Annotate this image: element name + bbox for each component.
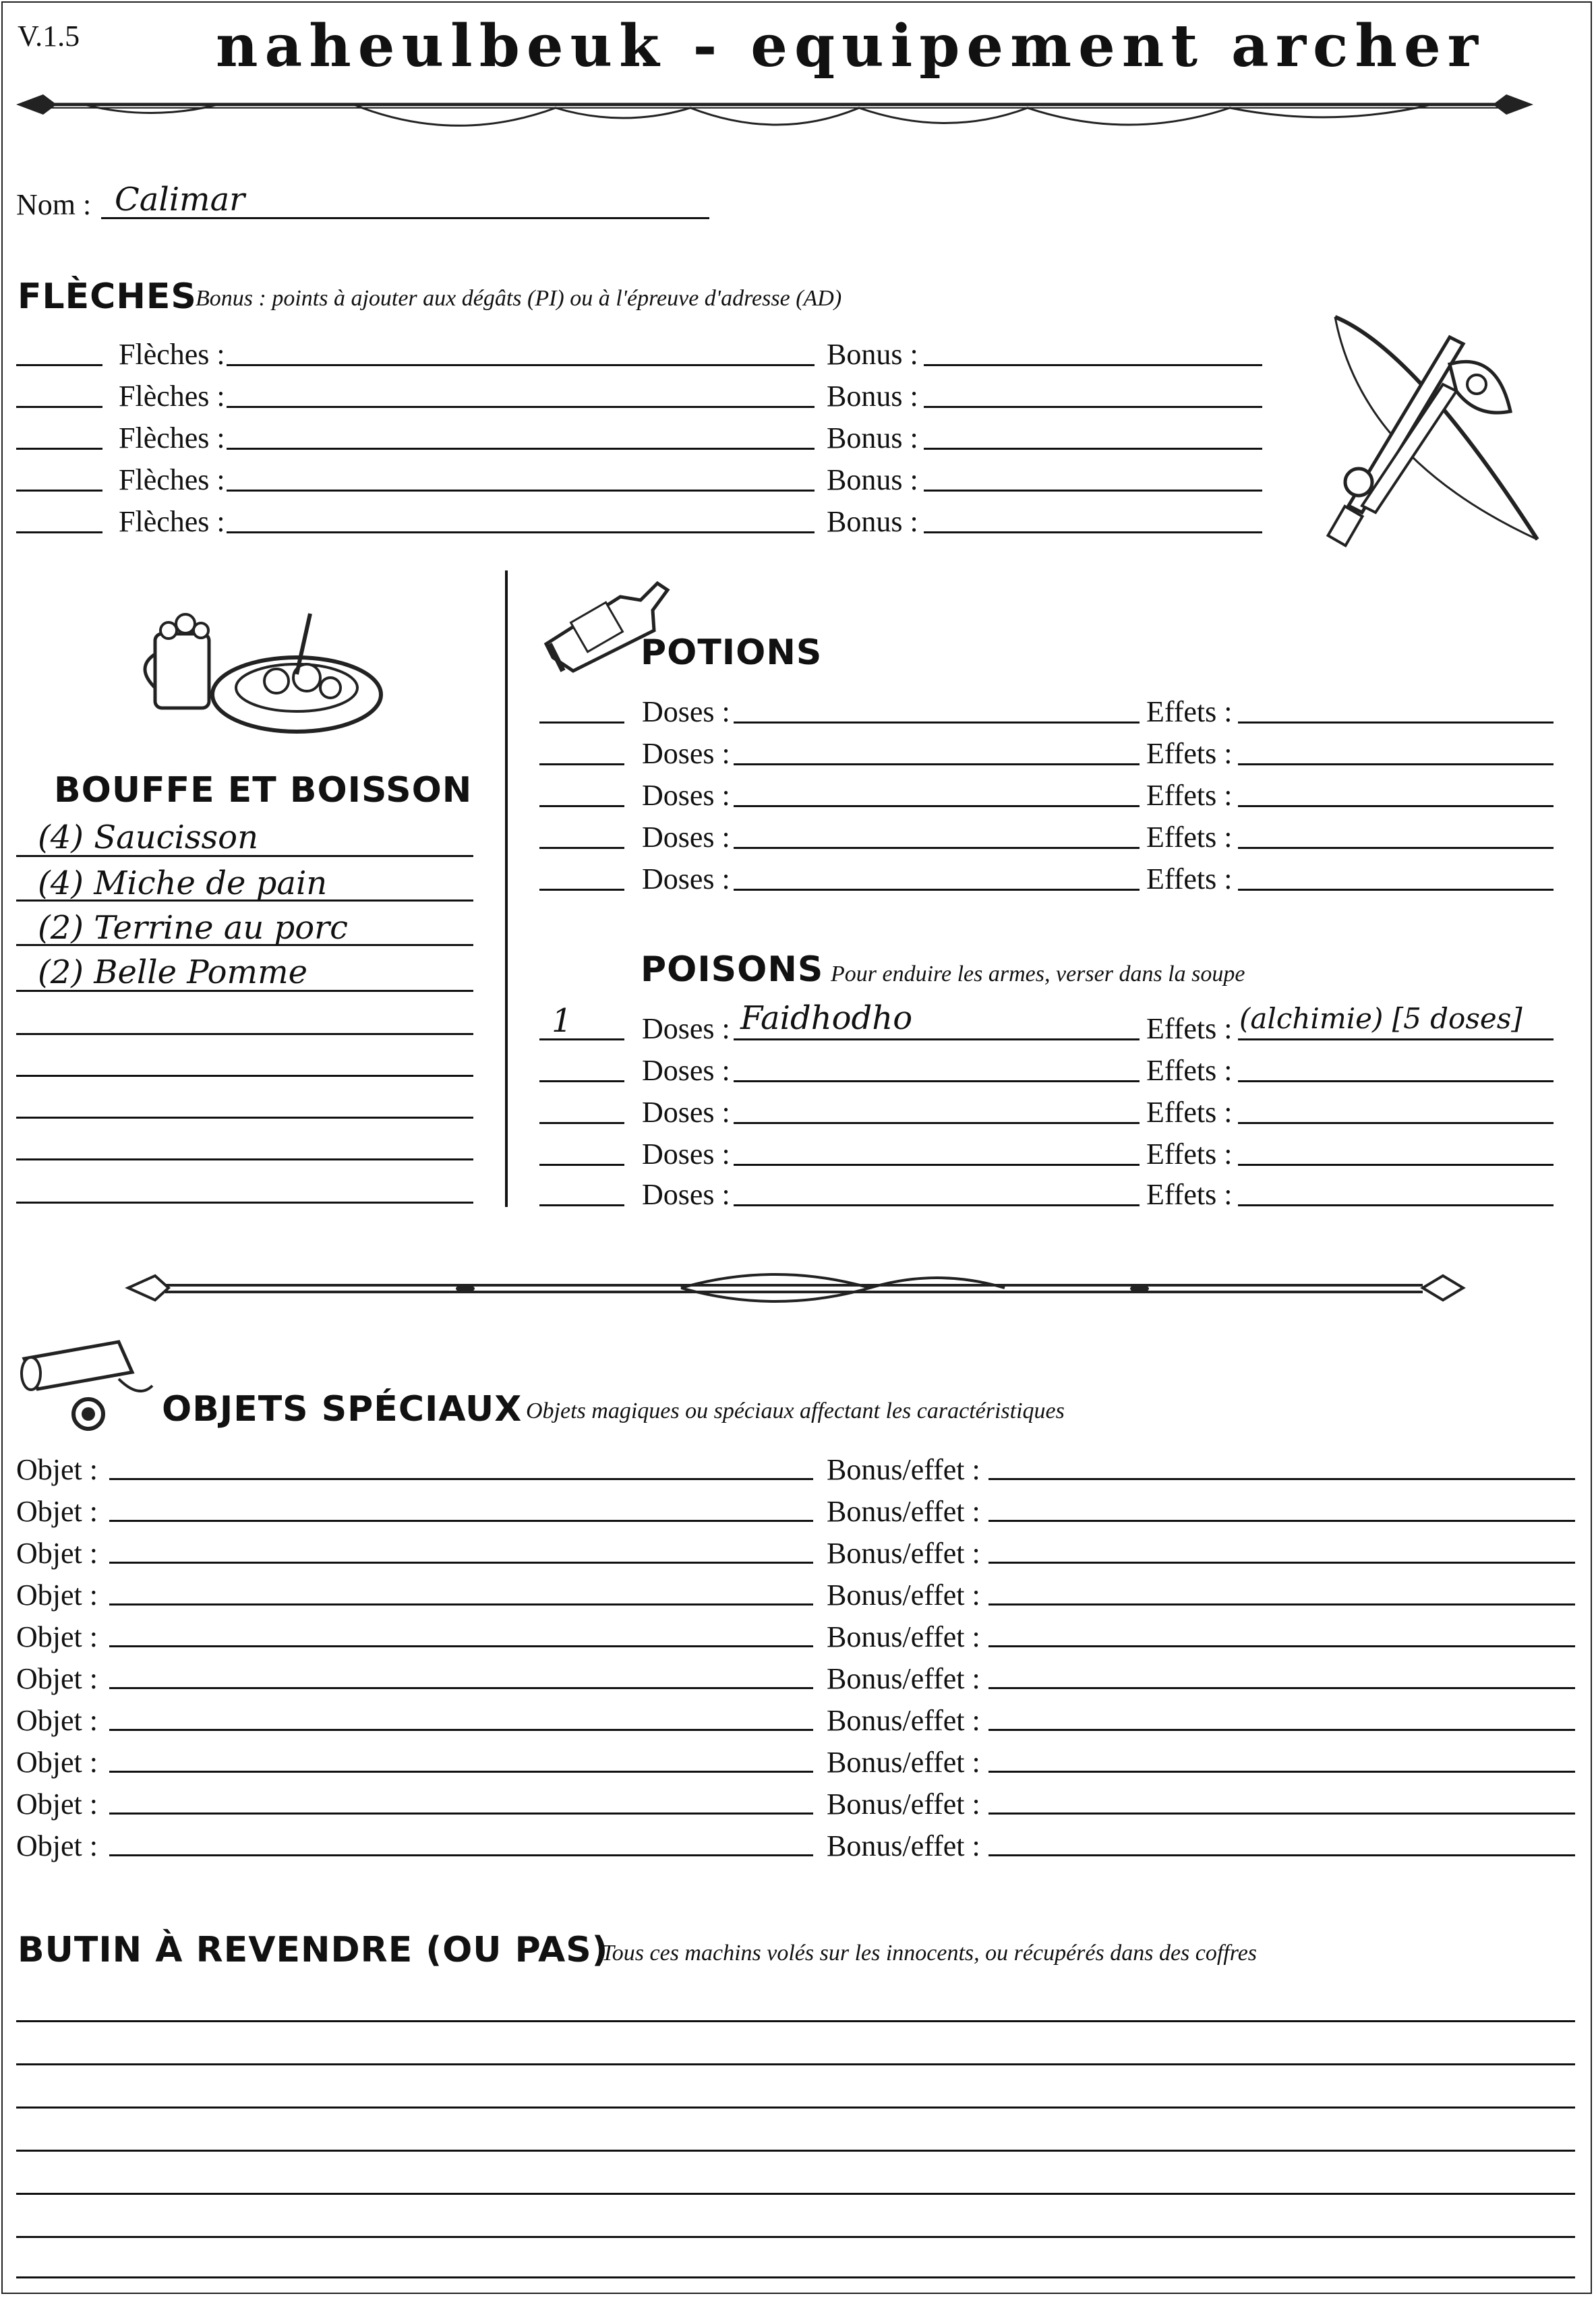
poison-qty-line[interactable] bbox=[539, 1122, 624, 1124]
bouffe-heading: BOUFFE ET BOISSON bbox=[54, 770, 473, 811]
poison-effets-line[interactable] bbox=[1238, 1122, 1554, 1124]
potion-qty-line[interactable] bbox=[539, 721, 624, 724]
poison-qty[interactable]: 1 bbox=[552, 1002, 572, 1040]
fleches-qty-line[interactable] bbox=[16, 531, 102, 533]
objet-bonus-label: Bonus/effet : bbox=[827, 1537, 980, 1570]
butin-line[interactable] bbox=[16, 2106, 1575, 2109]
arrow-divider-icon bbox=[16, 88, 1533, 148]
potion-effets-label: Effets : bbox=[1146, 862, 1233, 895]
bouffe-item[interactable]: (4) Miche de pain bbox=[38, 864, 328, 902]
objet-line[interactable] bbox=[109, 1603, 813, 1605]
poison-qty-line[interactable] bbox=[539, 1164, 624, 1166]
poison-doses-label: Doses : bbox=[642, 1178, 730, 1211]
scroll-and-ring-icon bbox=[18, 1338, 159, 1433]
objet-label: Objet : bbox=[16, 1662, 98, 1695]
potion-doses-label: Doses : bbox=[642, 862, 730, 895]
butin-heading: BUTIN À REVENDRE (OU PAS) bbox=[18, 1930, 609, 1970]
objet-bonus-line[interactable] bbox=[988, 1603, 1575, 1605]
fleches-bonus-label: Bonus : bbox=[827, 380, 918, 413]
objet-bonus-line[interactable] bbox=[988, 1562, 1575, 1564]
bouffe-item[interactable]: (2) Terrine au porc bbox=[38, 909, 349, 947]
objet-line[interactable] bbox=[109, 1854, 813, 1856]
objet-bonus-label: Bonus/effet : bbox=[827, 1829, 980, 1862]
potions-heading: POTIONS bbox=[641, 632, 823, 673]
fleches-qty-line[interactable] bbox=[16, 448, 102, 450]
nom-underline bbox=[101, 217, 709, 219]
objet-label: Objet : bbox=[16, 1746, 98, 1779]
butin-line[interactable] bbox=[16, 2150, 1575, 2152]
objet-line[interactable] bbox=[109, 1729, 813, 1731]
poison-doses-line[interactable] bbox=[734, 1204, 1140, 1206]
poison-doses-line[interactable] bbox=[734, 1164, 1140, 1166]
bouffe-line[interactable] bbox=[16, 900, 473, 902]
fleches-name-line[interactable] bbox=[227, 531, 815, 533]
bouffe-line[interactable] bbox=[16, 944, 473, 946]
fleches-qty-line[interactable] bbox=[16, 490, 102, 492]
poison-doses-label: Doses : bbox=[642, 1012, 730, 1045]
objet-bonus-label: Bonus/effet : bbox=[827, 1620, 980, 1653]
potion-doses-line[interactable] bbox=[734, 889, 1140, 891]
objet-line[interactable] bbox=[109, 1771, 813, 1773]
food-and-drink-icon bbox=[142, 607, 384, 742]
fleches-qty-line[interactable] bbox=[16, 406, 102, 408]
poisons-heading: POISONS bbox=[641, 949, 824, 990]
potion-doses-label: Doses : bbox=[642, 821, 730, 854]
objets-heading: OBJETS SPÉCIAUX bbox=[162, 1389, 523, 1430]
fleches-label: Flèches : bbox=[119, 380, 225, 413]
butin-line[interactable] bbox=[16, 2020, 1575, 2022]
fleches-subtitle: Bonus : points à ajouter aux dégâts (PI) ou à l'épreuve d'adresse (AD) bbox=[196, 286, 842, 311]
fleches-bonus-line[interactable] bbox=[924, 490, 1262, 492]
objet-bonus-label: Bonus/effet : bbox=[827, 1704, 980, 1737]
fleches-bonus-line[interactable] bbox=[924, 406, 1262, 408]
butin-line[interactable] bbox=[16, 2276, 1575, 2278]
fleches-bonus-line[interactable] bbox=[924, 531, 1262, 533]
bouffe-line[interactable] bbox=[16, 1202, 473, 1204]
fleches-name-line[interactable] bbox=[227, 490, 815, 492]
objet-line[interactable] bbox=[109, 1478, 813, 1480]
bouffe-line[interactable] bbox=[16, 1158, 473, 1160]
poison-effets-line[interactable] bbox=[1238, 1038, 1554, 1040]
objets-subtitle: Objets magiques ou spéciaux affectant les caractéristiques bbox=[526, 1398, 1065, 1423]
butin-line[interactable] bbox=[16, 2193, 1575, 2195]
potion-effets-line[interactable] bbox=[1238, 805, 1554, 807]
objet-label: Objet : bbox=[16, 1537, 98, 1570]
fleches-name-line[interactable] bbox=[227, 406, 815, 408]
poison-effets-label: Effets : bbox=[1146, 1054, 1233, 1087]
objet-bonus-label: Bonus/effet : bbox=[827, 1579, 980, 1612]
objet-bonus-line[interactable] bbox=[988, 1854, 1575, 1856]
page-title: naheulbeuk - equipement archer bbox=[216, 12, 1485, 80]
objet-label: Objet : bbox=[16, 1788, 98, 1821]
butin-line[interactable] bbox=[16, 2063, 1575, 2065]
bouffe-line[interactable] bbox=[16, 1075, 473, 1077]
poison-doses-label: Doses : bbox=[642, 1138, 730, 1171]
fleches-label: Flèches : bbox=[119, 505, 225, 538]
poison-doses-line[interactable] bbox=[734, 1122, 1140, 1124]
objet-label: Objet : bbox=[16, 1453, 98, 1486]
bouffe-line[interactable] bbox=[16, 855, 473, 857]
fleches-bonus-line[interactable] bbox=[924, 448, 1262, 450]
potion-qty-line[interactable] bbox=[539, 847, 624, 849]
objet-bonus-label: Bonus/effet : bbox=[827, 1788, 980, 1821]
potion-qty-line[interactable] bbox=[539, 889, 624, 891]
potion-effets-line[interactable] bbox=[1238, 721, 1554, 724]
objet-line[interactable] bbox=[109, 1520, 813, 1522]
potion-effets-line[interactable] bbox=[1238, 847, 1554, 849]
fleches-label: Flèches : bbox=[119, 463, 225, 496]
poison-doses-label: Doses : bbox=[642, 1054, 730, 1087]
poison-doses-value[interactable]: Faidhodho bbox=[740, 999, 913, 1037]
poisons-subtitle: Pour enduire les armes, verser dans la soupe bbox=[831, 962, 1245, 986]
poison-doses-label: Doses : bbox=[642, 1096, 730, 1129]
objet-label: Objet : bbox=[16, 1495, 98, 1528]
fleches-label: Flèches : bbox=[119, 338, 225, 371]
objet-bonus-line[interactable] bbox=[988, 1729, 1575, 1731]
objet-line[interactable] bbox=[109, 1645, 813, 1647]
potion-qty-line[interactable] bbox=[539, 763, 624, 765]
potion-doses-label: Doses : bbox=[642, 695, 730, 728]
objet-label: Objet : bbox=[16, 1704, 98, 1737]
nom-value[interactable]: Calimar bbox=[115, 181, 245, 218]
objet-bonus-line[interactable] bbox=[988, 1813, 1575, 1815]
potion-doses-line[interactable] bbox=[734, 763, 1140, 765]
bouffe-line[interactable] bbox=[16, 1117, 473, 1119]
potion-effets-line[interactable] bbox=[1238, 889, 1554, 891]
objet-label: Objet : bbox=[16, 1829, 98, 1862]
bouffe-line[interactable] bbox=[16, 1033, 473, 1035]
poison-effets-label: Effets : bbox=[1146, 1096, 1233, 1129]
poison-qty-line[interactable] bbox=[539, 1038, 624, 1040]
objet-bonus-label: Bonus/effet : bbox=[827, 1662, 980, 1695]
potion-doses-line[interactable] bbox=[734, 721, 1140, 724]
potion-effets-label: Effets : bbox=[1146, 737, 1233, 770]
poison-doses-line[interactable] bbox=[734, 1080, 1140, 1082]
objet-bonus-label: Bonus/effet : bbox=[827, 1746, 980, 1779]
objet-bonus-line[interactable] bbox=[988, 1771, 1575, 1773]
objet-bonus-label: Bonus/effet : bbox=[827, 1453, 980, 1486]
bouffe-item[interactable]: (4) Saucisson bbox=[38, 819, 258, 856]
objet-bonus-label: Bonus/effet : bbox=[827, 1495, 980, 1528]
column-divider bbox=[505, 570, 508, 1207]
fleches-bonus-label: Bonus : bbox=[827, 421, 918, 454]
objet-line[interactable] bbox=[109, 1562, 813, 1564]
poison-effets-line[interactable] bbox=[1238, 1164, 1554, 1166]
fleches-label: Flèches : bbox=[119, 421, 225, 454]
potion-effets-label: Effets : bbox=[1146, 821, 1233, 854]
fleches-bonus-label: Bonus : bbox=[827, 463, 918, 496]
objet-line[interactable] bbox=[109, 1687, 813, 1689]
poison-doses-line[interactable] bbox=[734, 1038, 1140, 1040]
poison-effets-line[interactable] bbox=[1238, 1080, 1554, 1082]
poison-qty-line[interactable] bbox=[539, 1080, 624, 1082]
poison-qty-line[interactable] bbox=[539, 1204, 624, 1206]
potion-doses-label: Doses : bbox=[642, 737, 730, 770]
objet-line[interactable] bbox=[109, 1813, 813, 1815]
bouffe-item[interactable]: (2) Belle Pomme bbox=[38, 953, 307, 991]
objet-bonus-line[interactable] bbox=[988, 1520, 1575, 1522]
crossed-weapons-icon bbox=[1322, 310, 1564, 553]
potion-effets-label: Effets : bbox=[1146, 695, 1233, 728]
fleches-bonus-line[interactable] bbox=[924, 364, 1262, 366]
version-label: V.1.5 bbox=[18, 20, 80, 53]
poison-effets-label: Effets : bbox=[1146, 1012, 1233, 1045]
potion-effets-line[interactable] bbox=[1238, 763, 1554, 765]
fleches-heading: FLÈCHES bbox=[18, 276, 197, 317]
nom-label: Nom : bbox=[16, 188, 92, 221]
bouffe-line[interactable] bbox=[16, 990, 473, 992]
fleches-bonus-label: Bonus : bbox=[827, 505, 918, 538]
fleches-name-line[interactable] bbox=[227, 448, 815, 450]
objet-bonus-line[interactable] bbox=[988, 1687, 1575, 1689]
fleches-name-line[interactable] bbox=[227, 364, 815, 366]
potion-doses-line[interactable] bbox=[734, 847, 1140, 849]
poison-effets-label: Effets : bbox=[1146, 1178, 1233, 1211]
objet-bonus-line[interactable] bbox=[988, 1645, 1575, 1647]
potion-doses-label: Doses : bbox=[642, 779, 730, 812]
potion-doses-line[interactable] bbox=[734, 805, 1140, 807]
butin-line[interactable] bbox=[16, 2236, 1575, 2238]
potion-qty-line[interactable] bbox=[539, 805, 624, 807]
staff-divider-icon bbox=[128, 1261, 1463, 1315]
fleches-bonus-label: Bonus : bbox=[827, 338, 918, 371]
poison-effets-value[interactable]: (alchimie) [5 doses] bbox=[1239, 1002, 1523, 1035]
objet-label: Objet : bbox=[16, 1579, 98, 1612]
fleches-qty-line[interactable] bbox=[16, 364, 102, 366]
poison-effets-label: Effets : bbox=[1146, 1138, 1233, 1171]
butin-subtitle: Tous ces machins volés sur les innocents, ou récupérés dans des coffres bbox=[601, 1941, 1258, 1966]
poison-effets-line[interactable] bbox=[1238, 1204, 1554, 1206]
objet-bonus-line[interactable] bbox=[988, 1478, 1575, 1480]
potion-effets-label: Effets : bbox=[1146, 779, 1233, 812]
objet-label: Objet : bbox=[16, 1620, 98, 1653]
